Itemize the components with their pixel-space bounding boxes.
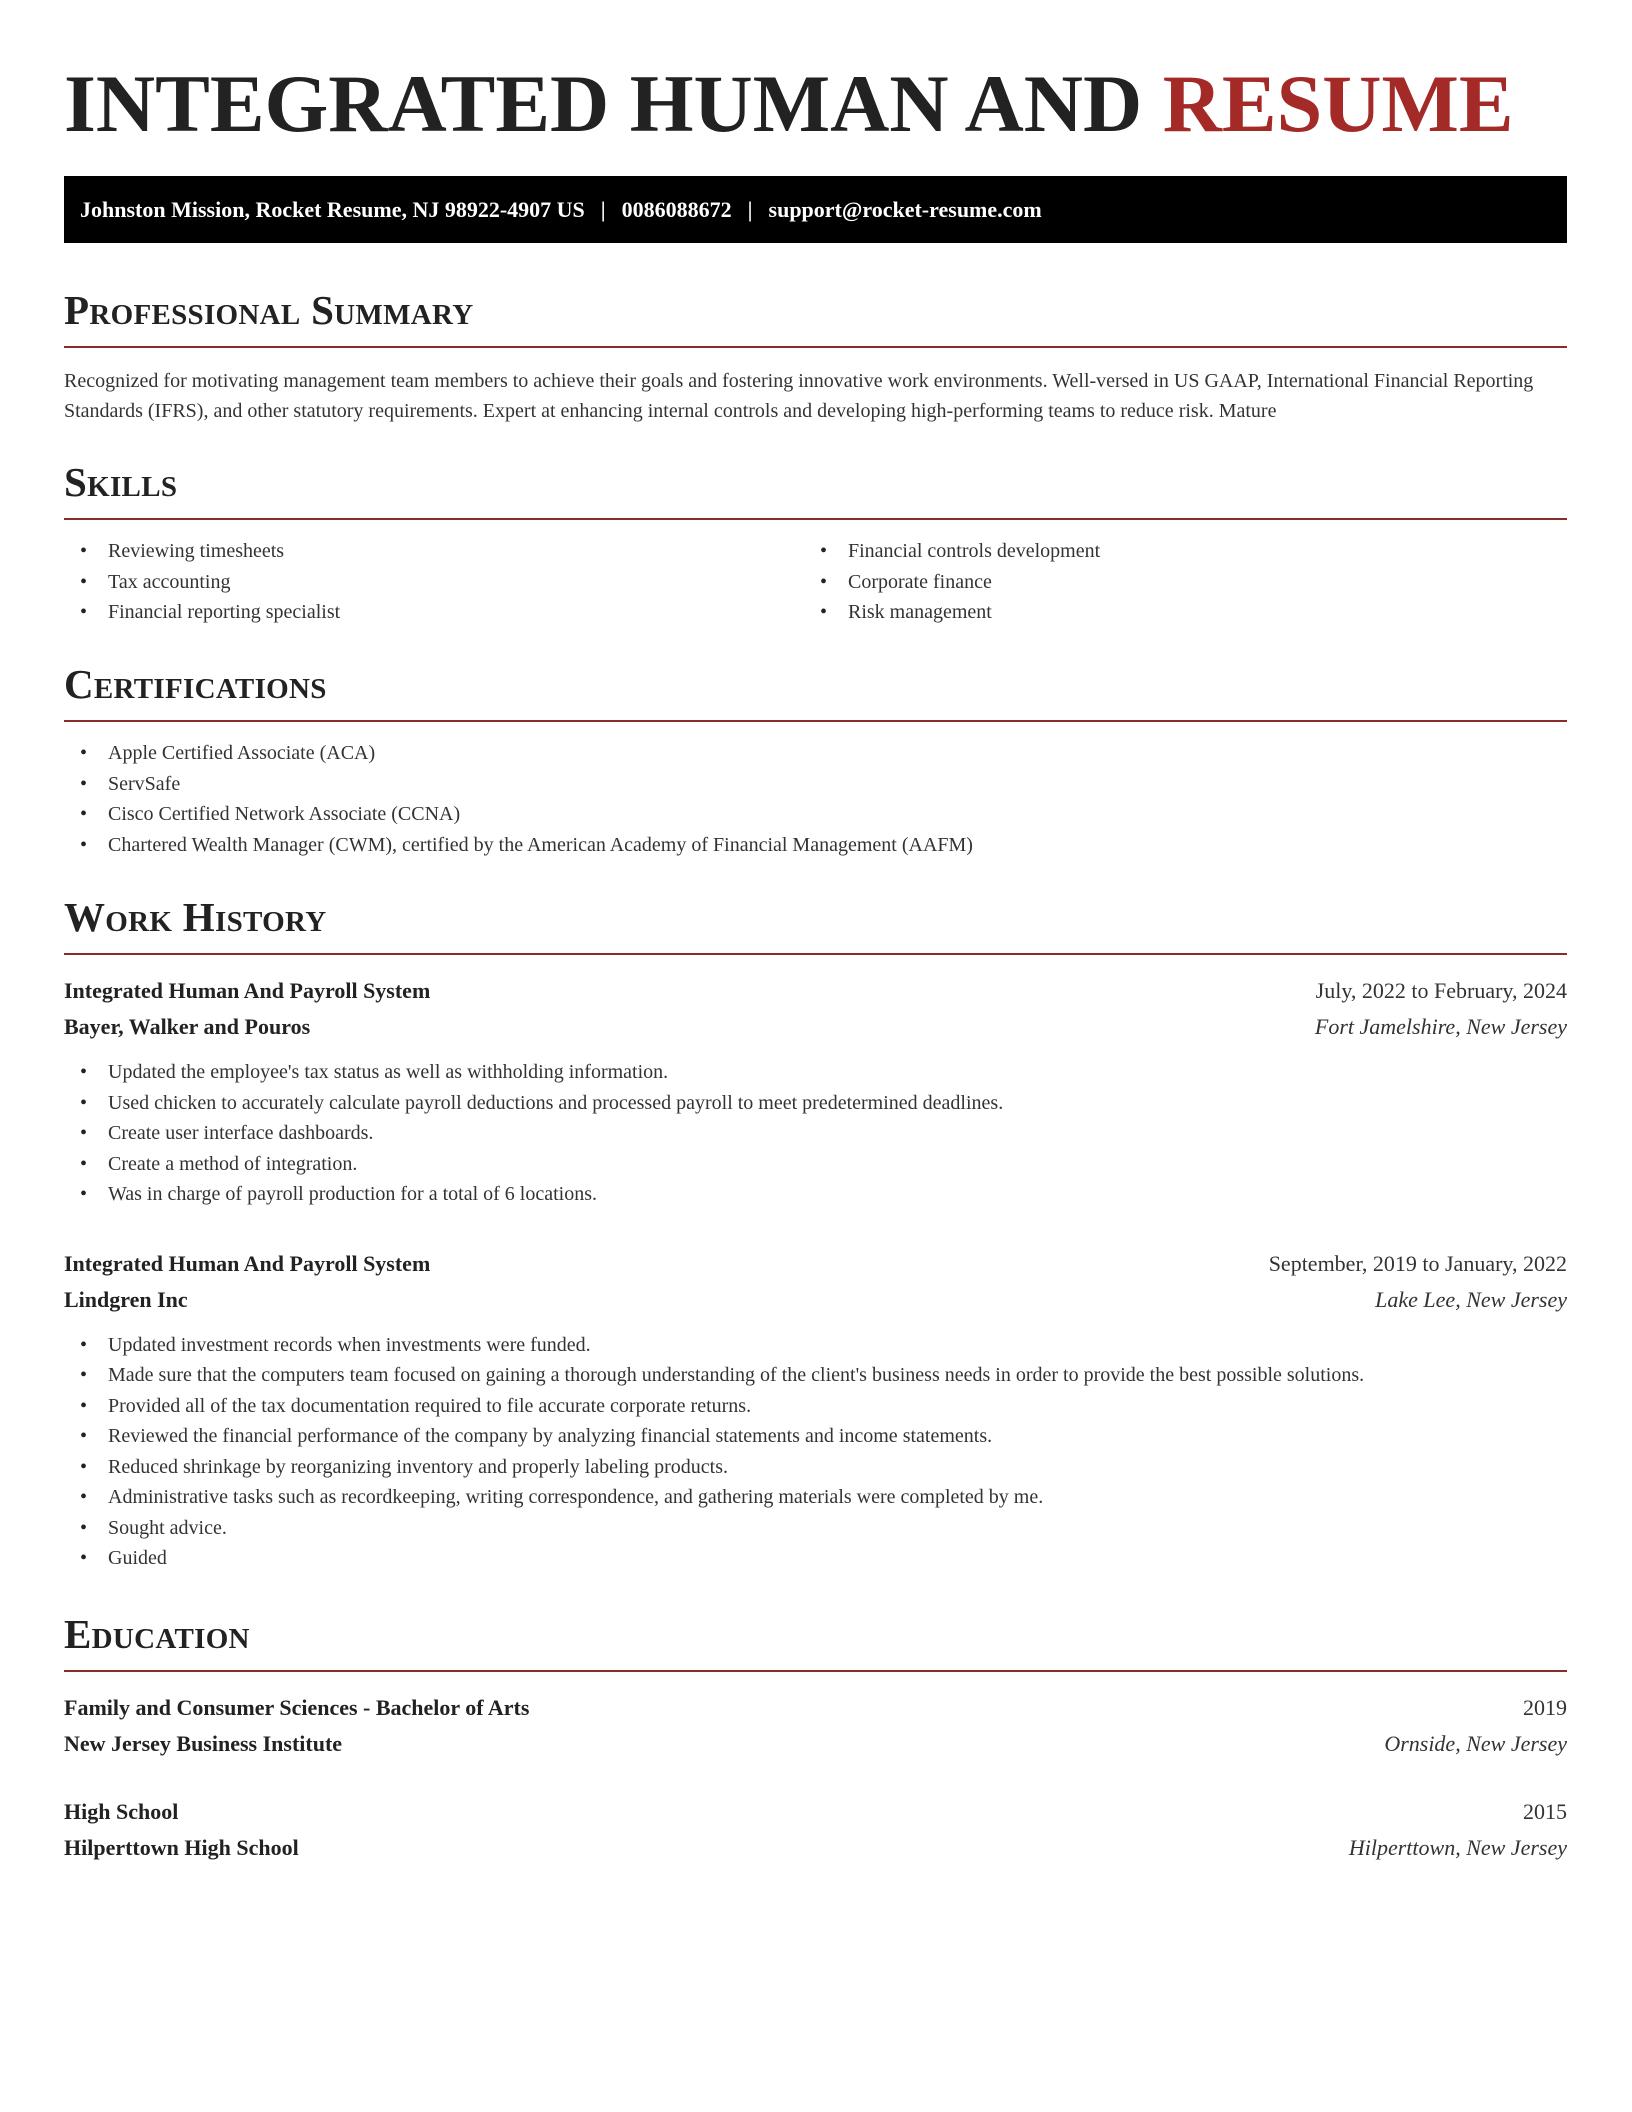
job-location: Fort Jamelshire, New Jersey (1314, 1014, 1567, 1039)
job-bullet: • Reviewed the financial performance of the company by analyzing financial statements and income statements. (64, 1421, 1567, 1452)
job-entry (64, 973, 1567, 1210)
job-entry (64, 1246, 1567, 1574)
job-bullet: • Was in charge of payroll production for a total of 6 locations. (64, 1179, 1567, 1210)
section-divider (64, 346, 1567, 348)
skill-item: • Financial controls development (804, 536, 1544, 567)
education-year: 2015 (1523, 1799, 1567, 1824)
summary-text: Recognized for motivating management team members to achieve their goals and fostering innovative work environments. Well-versed in US GAAP, International Financial Reporting Standards (IFRS), and other statutory requirements. Expert at enhancing internal controls and developing high-performing teams to reduce risk. Mature (64, 370, 1534, 422)
job-bullets (64, 1330, 1567, 1574)
name-part-1: INTEGRATED HUMAN AND (64, 58, 1143, 149)
job-bullet: • Reduced shrinkage by reorganizing inventory and properly labeling products. (64, 1452, 1567, 1483)
skill-item: • Reviewing timesheets (64, 536, 804, 567)
section-divider (64, 1670, 1567, 1672)
skills-section (64, 458, 1567, 628)
contact-bar (64, 176, 1567, 243)
job-header-row (64, 1246, 1567, 1282)
job-bullet: • Updated investment records when investments were funded. (64, 1330, 1567, 1361)
education-location: Hilperttown, New Jersey (1348, 1835, 1567, 1860)
education-school: New Jersey Business Institute (64, 1731, 343, 1756)
certifications-list (64, 738, 1567, 860)
certifications-title: Certifications (64, 661, 327, 707)
job-bullet: • Sought advice. (64, 1513, 1567, 1544)
job-bullets (64, 1057, 1567, 1210)
job-company: Bayer, Walker and Pouros (64, 1014, 311, 1039)
section-divider (64, 518, 1567, 520)
work-history-section (64, 893, 1567, 1574)
skills-grid (64, 536, 1567, 628)
job-location: Lake Lee, New Jersey (1375, 1286, 1567, 1312)
contact-phone: 0086088672 (621, 196, 732, 222)
job-position: Integrated Human And Payroll System (64, 1250, 431, 1276)
certification-item: • Apple Certified Associate (ACA) (64, 738, 1567, 769)
skills-list-left (64, 536, 804, 628)
resume-name (64, 56, 1514, 152)
job-company: Lindgren Inc (64, 1286, 188, 1312)
name-part-2: RESUME (1162, 58, 1514, 149)
skill-item: • Financial reporting specialist (64, 597, 804, 628)
education-school-row (64, 1830, 1567, 1866)
job-bullet: • Updated the employee's tax status as well as withholding information. (64, 1057, 1567, 1088)
education-degree: High School (64, 1799, 179, 1824)
education-year: 2019 (1523, 1695, 1567, 1720)
job-position: Integrated Human And Payroll System (64, 978, 431, 1003)
job-bullet: • Made sure that the computers team focused on gaining a thorough understanding of the client's business needs in order to provide the best possible solutions. (64, 1360, 1567, 1391)
job-company-row (64, 1282, 1567, 1318)
skills-list-right (804, 536, 1544, 628)
education-header-row (64, 1794, 1567, 1830)
education-degree: Family and Consumer Sciences - Bachelor of Arts (64, 1695, 530, 1720)
contact-address: Johnston Mission, Rocket Resume, NJ 98922-4907 US (80, 196, 585, 222)
job-bullet: • Provided all of the tax documentation required to file accurate corporate returns. (64, 1391, 1567, 1422)
work-history-title: Work History (64, 894, 327, 940)
certification-item: • ServSafe (64, 769, 1567, 800)
education-section (64, 1610, 1567, 1866)
section-divider (64, 953, 1567, 955)
education-location: Ornside, New Jersey (1384, 1731, 1567, 1756)
education-header-row (64, 1690, 1567, 1726)
job-bullet: • Guided (64, 1543, 1567, 1574)
skills-title: Skills (64, 459, 178, 505)
job-company-row (64, 1009, 1567, 1045)
certifications-section (64, 660, 1567, 860)
summary-title: Professional Summary (64, 287, 474, 333)
certification-item: • Cisco Certified Network Associate (CCNA) (64, 799, 1567, 830)
section-divider (64, 720, 1567, 722)
job-bullet: • Create user interface dashboards. (64, 1118, 1567, 1149)
job-bullet: • Create a method of integration. (64, 1149, 1567, 1180)
education-title: Education (64, 1611, 250, 1657)
education-entry (64, 1794, 1567, 1866)
job-bullet: • Used chicken to accurately calculate payroll deductions and processed payroll to meet predetermined deadlines. (64, 1088, 1567, 1119)
skill-item: • Risk management (804, 597, 1544, 628)
summary-section (64, 286, 1567, 426)
education-school: Hilperttown High School (64, 1835, 299, 1860)
job-dates: July, 2022 to February, 2024 (1315, 978, 1567, 1003)
job-dates: September, 2019 to January, 2022 (1268, 1250, 1567, 1276)
contact-separator: | (747, 196, 753, 222)
skill-item: • Tax accounting (64, 567, 804, 598)
education-entry (64, 1690, 1567, 1762)
contact-separator: | (600, 196, 606, 222)
certification-item: • Chartered Wealth Manager (CWM), certified by the American Academy of Financial Management (AAFM) (64, 830, 1567, 861)
education-school-row (64, 1726, 1567, 1762)
skill-item: • Corporate finance (804, 567, 1544, 598)
job-bullet: • Administrative tasks such as recordkeeping, writing correspondence, and gathering materials were completed by me. (64, 1482, 1567, 1513)
job-header-row (64, 973, 1567, 1009)
contact-email: support@rocket-resume.com (768, 196, 1042, 222)
